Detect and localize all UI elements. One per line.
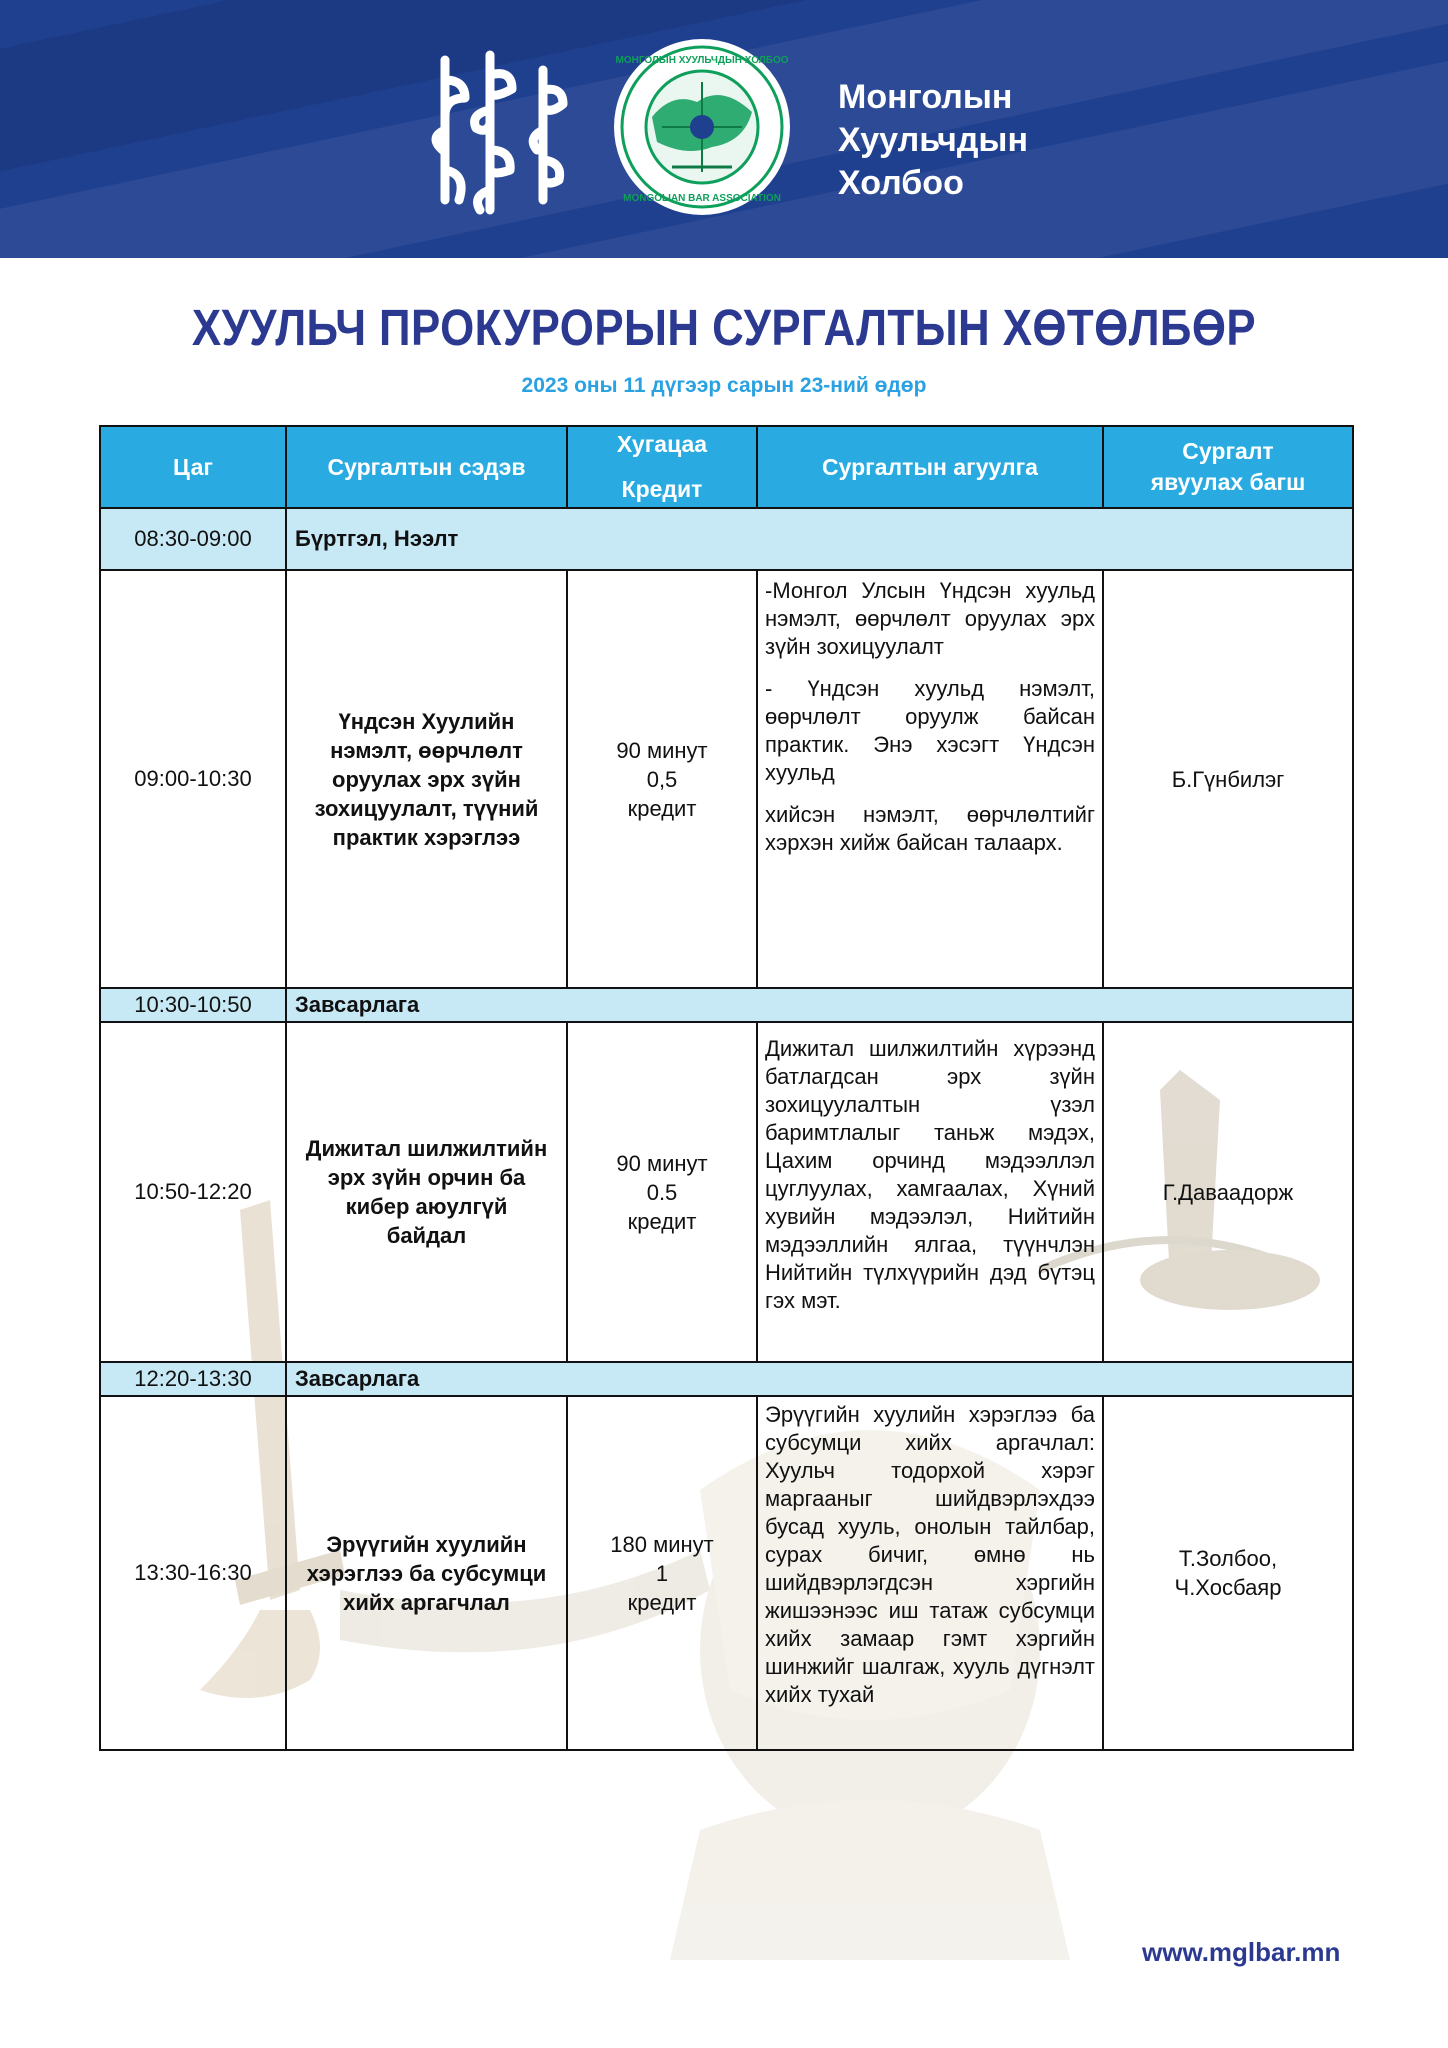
org-name-line-2: Хуульчдын bbox=[838, 121, 1029, 159]
duration-minutes: 180 минут bbox=[610, 1531, 714, 1557]
teacher-name: Г.Даваадорж bbox=[1162, 1179, 1294, 1205]
mongolian-script-logo bbox=[415, 50, 590, 220]
duration-unit: кредит bbox=[627, 795, 697, 821]
duration-cell bbox=[567, 1396, 757, 1750]
duration-cell bbox=[567, 1022, 757, 1362]
table-row bbox=[100, 1362, 1353, 1396]
page-title: ХУУЛЬЧ ПРОКУРОРЫН СУРГАЛТЫН ХӨТӨЛБӨР bbox=[191, 299, 1257, 356]
col-header-duration-line2: Кредит bbox=[621, 476, 703, 502]
content-cell bbox=[757, 1396, 1103, 1750]
col-header-time: Цаг bbox=[100, 426, 286, 508]
duration-cell bbox=[567, 570, 757, 988]
content-paragraph: Эрүүгийн хуулийн хэрэглээ ба субсумци хийх аргачлал: Хуульч тодорхой хэрэг маргааныг шийдвэрлэхдээ бусад хууль, онолын тайлбар, сурах бичиг, өмнө нь шийдвэрлэгдсэн хэргийн жишээнээс иш татаж субсумци хийх замаар гэмт хэргийн шинжийг шалгаж, хууль дүгнэлт хийх тухай bbox=[765, 1402, 1095, 1707]
topic-cell: Эрүүгийн хуулийн хэрэглээ ба субсумци хийх аргагчлал bbox=[286, 1396, 567, 1750]
svg-text:MONGOLIAN BAR ASSOCIATION: MONGOLIAN BAR ASSOCIATION bbox=[623, 193, 781, 204]
table-row bbox=[100, 1022, 1353, 1362]
teacher-cell bbox=[1103, 1022, 1353, 1362]
teacher-name: Б.Гүнбилэг bbox=[1171, 766, 1285, 792]
topic-cell: Дижитал шилжилтийн эрх зүйн орчин ба кибер аюулгүй байдал bbox=[286, 1022, 567, 1362]
header-banner bbox=[0, 0, 1448, 258]
event-date: 2023 оны 11 дүгээр сарын 23-ний өдөр bbox=[521, 374, 927, 397]
time-cell: 12:20-13:30 bbox=[100, 1362, 286, 1396]
time-cell: 10:50-12:20 bbox=[100, 1022, 286, 1362]
teacher-name: Ч.Хосбаяр bbox=[1174, 1575, 1282, 1600]
program-table bbox=[99, 425, 1354, 1751]
teacher-cell bbox=[1103, 1396, 1353, 1750]
time-cell: 13:30-16:30 bbox=[100, 1396, 286, 1750]
time-cell: 08:30-09:00 bbox=[100, 508, 286, 570]
col-header-content: Сургалтын агуулга bbox=[757, 426, 1103, 508]
content-paragraph: -Монгол Улсын Үндсэн хуульд нэмэлт, өөрчлөлт оруулах эрх зүйн зохицуулалт bbox=[765, 578, 1095, 659]
time-cell: 10:30-10:50 bbox=[100, 988, 286, 1022]
org-name-line-3: Холбоо bbox=[838, 164, 964, 202]
table-row bbox=[100, 1396, 1353, 1750]
col-header-duration bbox=[567, 426, 757, 508]
org-name-line-1: Монголын bbox=[838, 78, 1013, 116]
content-paragraph: хийсэн нэмэлт, өөрчлөлтийг хэрхэн хийж байсан талаарх. bbox=[765, 802, 1095, 855]
content-cell bbox=[757, 1022, 1103, 1362]
teacher-name: Т.Золбоо, bbox=[1178, 1546, 1278, 1571]
table-row bbox=[100, 508, 1353, 570]
table-row bbox=[100, 988, 1353, 1022]
duration-credits: 0,5 bbox=[646, 766, 678, 792]
teacher-cell bbox=[1103, 570, 1353, 988]
content-paragraph: - Үндсэн хуульд нэмэлт, өөрчлөлт оруулж байсан практик. Энэ хэсэгт Үндсэн хуульд bbox=[765, 676, 1095, 785]
table-header-row bbox=[100, 426, 1353, 508]
col-header-teacher bbox=[1103, 426, 1353, 508]
col-header-teacher-line1: Сургалт bbox=[1182, 438, 1274, 464]
content-cell bbox=[757, 570, 1103, 988]
col-header-teacher-line2: явуулах багш bbox=[1150, 469, 1306, 495]
session-label: Бүртгэл, Нээлт bbox=[286, 508, 1353, 570]
table-row bbox=[100, 570, 1353, 988]
svg-text:МОНГОЛЫН ХУУЛЬЧДЫН ХОЛБОО: МОНГОЛЫН ХУУЛЬЧДЫН ХОЛБОО bbox=[615, 55, 789, 66]
duration-credits: 1 bbox=[655, 1560, 669, 1586]
col-header-duration-line1: Хугацаа bbox=[616, 431, 708, 457]
website-link[interactable]: www.mglbar.mn bbox=[1142, 1937, 1341, 1967]
duration-unit: кредит bbox=[627, 1589, 697, 1615]
duration-minutes: 90 минут bbox=[616, 1150, 708, 1176]
time-cell: 09:00-10:30 bbox=[100, 570, 286, 988]
session-label: Завсарлага bbox=[286, 988, 1353, 1022]
duration-minutes: 90 минут bbox=[616, 737, 708, 763]
org-name bbox=[838, 76, 1028, 205]
duration-credits: 0.5 bbox=[646, 1179, 678, 1205]
col-header-topic: Сургалтын сэдэв bbox=[286, 426, 567, 508]
topic-cell: Үндсэн Хуулийн нэмэлт, өөрчлөлт оруулах эрх зүйн зохицуулалт, түүний практик хэрэглээ bbox=[286, 570, 567, 988]
bar-association-seal bbox=[612, 37, 792, 217]
session-label: Завсарлага bbox=[286, 1362, 1353, 1396]
content-paragraph: Дижитал шилжилтийн хүрээнд батлагдсан эрх зүйн зохицуулалтын үзэл баримтлалыг таньж мэдэх, Цахим орчинд мэдээллэл цуглуулах, хамгаалах, Хүний хувийн мэдээлэл, Нийтийн мэдээллийн ялгаа, түүнчлэн Нийтийн түлхүүрийн дэд бүтэц гэх мэт. bbox=[765, 1036, 1095, 1313]
duration-unit: кредит bbox=[627, 1208, 697, 1234]
